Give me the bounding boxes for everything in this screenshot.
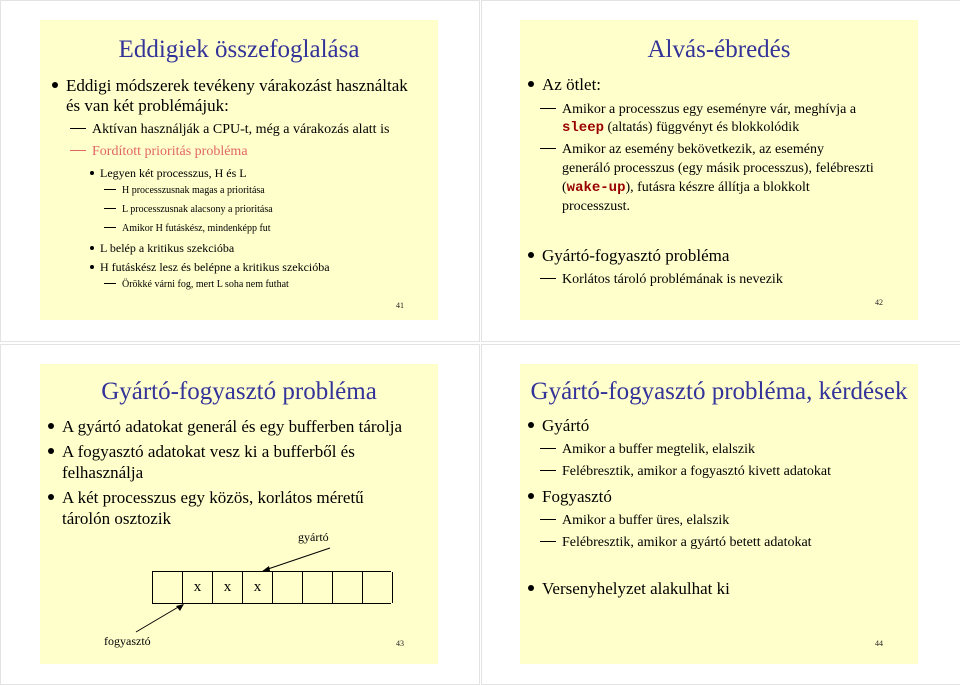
text-part-1: Eddigi módszerek tevékeny várakozást használtak [66, 76, 408, 95]
dash-icon [540, 541, 556, 542]
dash-icon [70, 150, 86, 151]
bullet-icon [48, 423, 54, 429]
bullet-icon [528, 252, 534, 258]
dash-icon [540, 470, 556, 471]
dash-icon [540, 108, 556, 109]
list-item: Fogyasztó [528, 487, 612, 507]
dash-icon [540, 519, 556, 520]
slide-title: Gyártó-fogyasztó probléma, kérdések [530, 378, 908, 405]
list-item: Amikor a buffer megtelik, elalszik [540, 442, 755, 458]
bullet-icon [90, 265, 94, 269]
list-item: L belép a kritikus szekcióba [90, 241, 234, 256]
buffer-cell [363, 572, 393, 603]
buffer-cell [333, 572, 363, 603]
list-item: A két processzus egy közös, korlátos méretű [48, 488, 364, 508]
slide-number: 44 [875, 639, 883, 648]
buffer-cell: x [183, 572, 213, 603]
list-item: A gyártó adatokat generál és egy bufferben tárolja [48, 417, 402, 437]
list-item-continued: generáló processzus (egy másik processzus), felébreszti [562, 161, 874, 176]
consumer-label: fogyasztó [104, 634, 151, 648]
consumer-arrow [128, 602, 188, 636]
list-item: A fogyasztó adatokat vesz ki a bufferből és [48, 442, 355, 462]
bullet-icon [528, 493, 534, 499]
slide-title: Alvás-ébredés [647, 36, 791, 63]
bullet-icon [528, 81, 534, 87]
list-item: Örökké várni fog, mert L soha nem futhat [104, 279, 289, 290]
buffer-cell [303, 572, 333, 603]
dash-icon [540, 448, 556, 449]
list-item: Gyártó [528, 416, 589, 436]
code-wake-up: wake-up [566, 180, 626, 196]
bullet-icon [48, 494, 54, 500]
list-item: Legyen két processzus, H és L [90, 166, 247, 181]
bullet-icon [90, 246, 94, 250]
producer-label: gyártó [298, 530, 329, 544]
buffer-cell: x [243, 572, 273, 603]
buffer-cell [153, 572, 183, 603]
list-item: Amikor a processzus egy eseményre vár, meghívja a [540, 102, 856, 118]
dash-icon [104, 189, 116, 190]
list-item: Amikor az esemény bekövetkezik, az esemény [540, 142, 824, 158]
bullet-icon [90, 171, 94, 175]
list-item: Aktívan használják a CPU-t, még a várakozás alatt is [70, 122, 389, 138]
list-item: Felébresztik, amikor a fogyasztó kivett adatokat [540, 464, 831, 480]
bullet-icon [528, 585, 534, 591]
list-item [52, 76, 408, 96]
buffer [152, 571, 391, 604]
list-item: Amikor a buffer üres, elalszik [540, 513, 729, 529]
slide-42 [520, 20, 918, 320]
slide-title: Gyártó-fogyasztó probléma [101, 378, 377, 405]
list-item: Felébresztik, amikor a gyártó betett adatokat [540, 535, 812, 551]
dash-icon [104, 208, 116, 209]
list-item-continued: felhasználja [62, 463, 144, 482]
slide-44 [520, 364, 918, 664]
buffer-cell: x [213, 572, 243, 603]
list-item: Az ötlet: [528, 75, 601, 95]
list-item-continued: sleep (altatás) függvényt és blokkolódik [562, 120, 800, 136]
list-item: Versenyhelyzet alakulhat ki [528, 579, 730, 599]
dash-icon [104, 227, 116, 228]
dash-icon [540, 148, 556, 149]
list-item-continued: processzust. [562, 199, 631, 214]
list-item: L processzusnak alacsony a prioritása [104, 204, 273, 215]
list-item-continued: tárolón osztozik [62, 509, 172, 528]
slide-41 [40, 20, 438, 320]
list-item: Gyártó-fogyasztó probléma [528, 246, 729, 266]
list-item: H processzusnak magas a prioritása [104, 185, 265, 196]
slide-number: 42 [875, 298, 883, 307]
list-item: Amikor H futáskész, mindenképp fut [104, 223, 271, 234]
dash-icon [104, 283, 116, 284]
list-item: H futáskész lesz és belépne a kritikus szekcióba [90, 260, 330, 275]
list-item: Fordított prioritás probléma [70, 144, 248, 160]
slide-number: 43 [396, 639, 404, 648]
slide-43 [40, 364, 438, 664]
buffer-cell [273, 572, 303, 603]
bullet-icon [52, 82, 58, 88]
bullet-icon [528, 422, 534, 428]
list-item: Korlátos tároló problémának is nevezik [540, 272, 783, 288]
slide-title: Eddigiek összefoglalása [118, 36, 360, 63]
list-item-continued: és van két problémájuk: [66, 96, 229, 115]
list-item-continued: (wake-up), futásra készre állítja a blokkolt [562, 180, 810, 196]
bullet-icon [48, 448, 54, 454]
slide-number: 41 [396, 301, 404, 310]
dash-icon [540, 278, 556, 279]
code-sleep: sleep [562, 120, 605, 136]
dash-icon [70, 128, 86, 129]
